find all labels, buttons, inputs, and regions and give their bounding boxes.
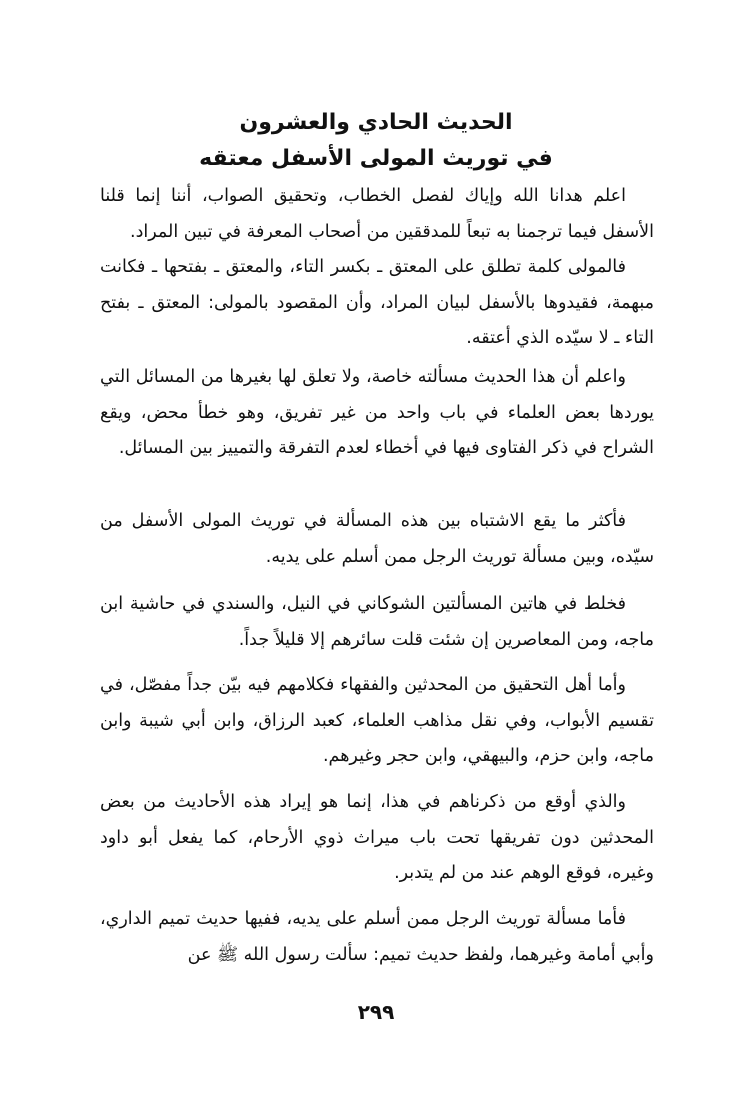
chapter-title: الحديث الحادي والعشرون bbox=[239, 110, 513, 135]
page-number: ٢٩٩ bbox=[357, 1000, 395, 1024]
paragraph-6: وأما أهل التحقيق من المحدثين والفقهاء فكلامهم فيه بيّن جداً مفصّل، في تقسيم الأبواب، وفي نقل مذاهب العلماء، كعبد الرزاق، وابن أبي شيبة وابن ماجه، وابن حزم، والبيهقي، وابن حجر وغيرهم. bbox=[100, 675, 654, 766]
paragraph-2: فالمولى كلمة تطلق على المعتق ـ بكسر التاء، والمعتق ـ بفتحها ـ فكانت مبهمة، فقيدوها بالأسفل لبيان المراد، وأن المقصود بالمولى: المعتق ـ بفتح التاء ـ لا سيّده الذي أعتقه. bbox=[100, 257, 654, 348]
paragraph-7: والذي أوقع من ذكرناهم في هذا، إنما هو إيراد هذه الأحاديث من بعض المحدثين دون تفريقها تحت باب ميراث ذوي الأرحام، كما يفعل أبو داود وغيره، فوقع الوهم عند من لم يتدبر. bbox=[100, 792, 654, 883]
paragraph-1: اعلم هدانا الله وإياك لفصل الخطاب، وتحقيق الصواب، أننا إنما قلنا الأسفل فيما ترجمنا به تبعاً للمدققين من أصحاب المعرفة في تبين المراد. bbox=[100, 186, 654, 242]
paragraph-8: فأما مسألة توريث الرجل ممن أسلم على يديه، ففيها حديث تميم الداري، وأبي أمامة وغيرهما، ولفظ حديث تميم: سألت رسول الله ﷺ عن bbox=[100, 909, 654, 965]
paragraph-4: فأكثر ما يقع الاشتباه بين هذه المسألة في توريث المولى الأسفل من سيّده، وبين مسألة توريث الرجل ممن أسلم على يديه. bbox=[100, 511, 654, 567]
paragraph-3: واعلم أن هذا الحديث مسألته خاصة، ولا تعلق لها بغيرها من المسائل التي يوردها بعض العلماء في باب واحد من غير تفريق، وهو خطأ محض، ويقع الشراح في ذكر الفتاوى فيها في أخطاء لعدم التفرقة والتمييز بين المسائل. bbox=[100, 367, 654, 458]
chapter-subtitle: في توريث المولى الأسفل معتقه bbox=[199, 146, 553, 171]
paragraph-5: فخلط في هاتين المسألتين الشوكاني في النيل، والسندي في حاشية ابن ماجه، ومن المعاصرين إن شئت قلت سائرهم إلا قليلاً جداً. bbox=[100, 594, 654, 650]
